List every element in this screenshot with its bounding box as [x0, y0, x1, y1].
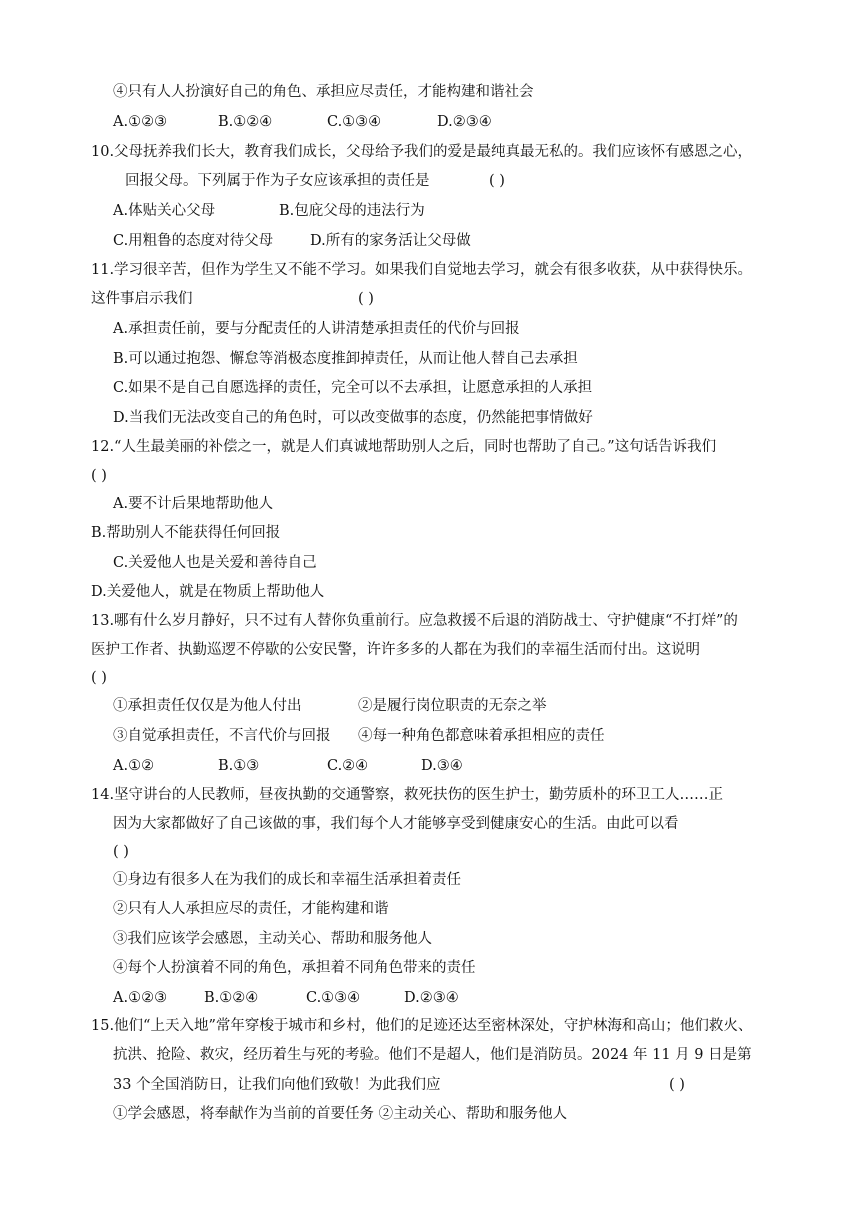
q14-statement-4: ④每个人扮演着不同的角色，承担着不同角色带来的责任: [113, 960, 476, 976]
q10-option-d[interactable]: D.所有的家务活让父母做: [310, 233, 471, 249]
q12-answer-bracket[interactable]: ( ): [91, 468, 107, 484]
q13-option-d[interactable]: D.③④: [421, 758, 463, 774]
q10-option-a[interactable]: A.体贴关心父母: [113, 203, 216, 219]
q13-statement-2: ②是履行岗位职责的无奈之举: [358, 698, 547, 714]
q15-stem-line1: 15.他们“上天入地”常年穿梭于城市和乡村，他们的足迹还达至密林深处，守护林海和高山；他们救火、: [91, 1018, 753, 1034]
q14-stem-line2: 因为大家都做好了自己该做的事，我们每个人才能够享受到健康安心的生活。由此可以看: [113, 816, 679, 832]
q11-option-a[interactable]: A.承担责任前，要与分配责任的人讲清楚承担责任的代价与回报: [113, 321, 520, 337]
q14-stem-line1: 14.坚守讲台的人民教师，昼夜执勤的交通警察，救死扶伤的医生护士，勤劳质朴的环卫工人……正: [91, 787, 724, 803]
q14-option-d[interactable]: D.②③④: [404, 990, 459, 1006]
q13-stem-line2: 医护工作者、执勤巡逻不停歇的公安民警，许许多多的人都在为我们的幸福生活而付出。这说明: [91, 642, 700, 658]
q13-statement-3: ③自觉承担责任，不言代价与回报: [113, 728, 331, 744]
q15-answer-bracket[interactable]: ( ): [669, 1077, 685, 1093]
q10-stem-line1: 10.父母抚养我们长大，教育我们成长，父母给予我们的爱是最纯真最无私的。我们应该怀有感恩之心，: [91, 144, 753, 160]
q13-option-a[interactable]: A.①②: [113, 758, 155, 774]
q9-option-c[interactable]: C.①③④: [327, 114, 382, 130]
q12-stem-line1: 12.“人生最美丽的补偿之一，就是人们真诚地帮助别人之后，同时也帮助了自己。”这句话告诉我们: [91, 439, 717, 455]
q11-option-d[interactable]: D.当我们无法改变自己的角色时，可以改变做事的态度，仍然能把事情做好: [113, 410, 593, 426]
q10-answer-bracket[interactable]: ( ): [489, 173, 505, 189]
q15-stem-line3: 33 个全国消防日，让我们向他们致敬！为此我们应: [113, 1077, 441, 1093]
q13-statement-1: ①承担责任仅仅是为他人付出: [113, 698, 302, 714]
q14-option-b[interactable]: B.①②④: [204, 990, 259, 1006]
q10-stem-line2: 回报父母。下列属于作为子女应该承担的责任是: [125, 173, 430, 189]
q13-option-c[interactable]: C.②④: [327, 758, 369, 774]
q11-stem-line2: 这件事启示我们: [91, 291, 193, 307]
q9-option-d[interactable]: D.②③④: [437, 114, 492, 130]
q14-option-a[interactable]: A.①②③: [113, 990, 168, 1006]
q14-option-c[interactable]: C.①③④: [306, 990, 361, 1006]
q12-option-d[interactable]: D.关爱他人，就是在物质上帮助他人: [91, 584, 325, 600]
q14-statement-3: ③我们应该学会感恩，主动关心、帮助和服务他人: [113, 931, 432, 947]
q9-option-a[interactable]: A.①②③: [113, 114, 168, 130]
q13-answer-bracket[interactable]: ( ): [91, 670, 107, 686]
q15-statements-1-2: ①学会感恩，将奉献作为当前的首要任务 ②主动关心、帮助和服务他人: [113, 1106, 568, 1122]
q13-stem-line1: 13.哪有什么岁月静好，只不过有人替你负重前行。应急救援不后退的消防战士、守护健康“不打烊”的: [91, 613, 738, 629]
q9-option-b[interactable]: B.①②④: [218, 114, 273, 130]
q10-option-b[interactable]: B.包庇父母的违法行为: [279, 203, 425, 219]
q11-option-b[interactable]: B.可以通过抱怨、懈怠等消极态度推卸掉责任，从而让他人替自己去承担: [113, 351, 578, 367]
q13-statement-4: ④每一种角色都意味着承担相应的责任: [358, 728, 605, 744]
q12-option-b[interactable]: B.帮助别人不能获得任何回报: [91, 525, 281, 541]
q13-option-b[interactable]: B.①③: [218, 758, 260, 774]
q12-option-a[interactable]: A.要不计后果地帮助他人: [113, 496, 274, 512]
q11-stem-line1: 11.学习很辛苦，但作为学生又不能不学习。如果我们自觉地去学习，就会有很多收获，从中获得快乐。: [91, 262, 753, 278]
q14-statement-1: ①身边有很多人在为我们的成长和幸福生活承担着责任: [113, 872, 461, 888]
q10-option-c[interactable]: C.用粗鲁的态度对待父母: [113, 233, 274, 249]
q14-statement-2: ②只有人人承担应尽的责任，才能构建和谐: [113, 901, 389, 917]
q12-option-c[interactable]: C.关爱他人也是关爱和善待自己: [113, 555, 317, 571]
q14-answer-bracket[interactable]: ( ): [113, 844, 129, 860]
q11-answer-bracket[interactable]: ( ): [358, 291, 374, 307]
q9-statement-4: ④只有人人扮演好自己的角色、承担应尽责任，才能构建和谐社会: [113, 84, 534, 100]
q15-stem-line2: 抗洪、抢险、救灾，经历着生与死的考验。他们不是超人，他们是消防员。2024 年 11 月 9 日是第: [113, 1047, 752, 1063]
q11-option-c[interactable]: C.如果不是自己自愿选择的责任，完全可以不去承担，让愿意承担的人承担: [113, 380, 593, 396]
